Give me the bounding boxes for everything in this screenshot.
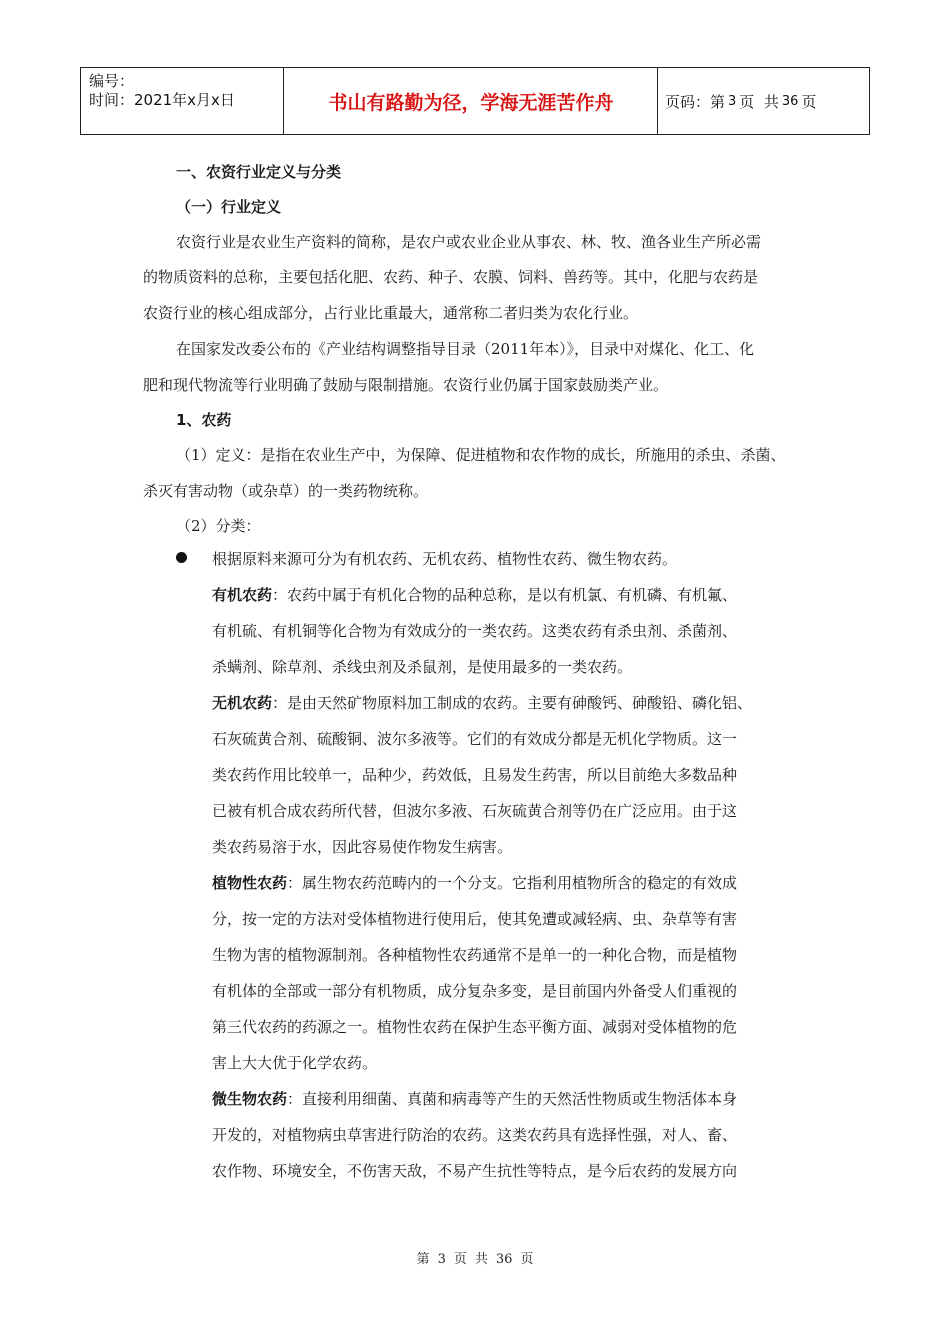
- document-time-label: 时间：2021年x月x日: [89, 91, 235, 109]
- botanical-pesticide-line: 害上大大优于化学农药。: [212, 1054, 378, 1072]
- paragraph-line: 农资行业是农业生产资料的简称，是农户或农业企业从事农、林、牧、渔各业生产所必需: [176, 233, 762, 251]
- organic-pesticide-term: 有机农药: [212, 586, 273, 604]
- bullet-text: 根据原料来源可分为有机农药、无机农药、植物性农药、微生物农药。: [212, 550, 678, 568]
- page-header: [80, 67, 870, 135]
- paragraph-line: 肥和现代物流等行业明确了鼓励与限制措施。农资行业仍属于国家鼓励类产业。: [143, 376, 669, 394]
- page-footer: [0, 1248, 950, 1267]
- footer-total-pages: 36: [495, 1252, 513, 1267]
- header-page-suffix: 页: [801, 92, 817, 111]
- classification-label: （2）分类：: [176, 517, 261, 535]
- botanical-pesticide-line: 分，按一定的方法对受体植物进行使用后，使其免遭或减轻病、虫、杂草等有害: [212, 910, 738, 928]
- botanical-pesticide-line: [212, 873, 737, 893]
- botanical-pesticide-term: 植物性农药: [212, 874, 288, 892]
- footer-word: 第: [416, 1252, 430, 1267]
- paragraph-line: 在国家发改委公布的《产业结构调整指导目录（2011年本）》，目录中对煤化、化工、化: [176, 340, 755, 358]
- inorganic-pesticide-line: 已被有机合成农药所代替，但波尔多液、石灰硫黄合剂等仍在广泛应用。由于这: [212, 802, 738, 820]
- inorganic-pesticide-line: 石灰硫黄合剂、硫酸铜、波尔多液等。它们的有效成分都是无机化学物质。这一: [212, 730, 738, 748]
- inorganic-pesticide-line: 类农药作用比较单一，品种少，药效低，且易发生药害，所以目前绝大多数品种: [212, 766, 738, 784]
- item-title-pesticide: 1、农药: [176, 411, 232, 429]
- paragraph-line: 的物质资料的总称，主要包括化肥、农药、种子、农膜、饲料、兽药等。其中，化肥与农药是: [143, 268, 759, 286]
- definition-line: 杀灭有害动物（或杂草）的一类药物统称。: [143, 482, 429, 500]
- subsection-title: （一）行业定义: [176, 198, 282, 216]
- microbial-pesticide-line: 开发的，对植物病虫草害进行防治的农药。这类农药具有选择性强，对人、畜、: [212, 1126, 738, 1144]
- microbial-pesticide-line: [212, 1089, 737, 1109]
- header-page-info: [665, 68, 816, 134]
- microbial-pesticide-text: ：直接利用细菌、真菌和病毒等产生的天然活性物质或生物活体本身: [287, 1090, 738, 1108]
- document-number-label: 编号：: [89, 72, 135, 90]
- organic-pesticide-text: ：农药中属于有机化合物的品种总称，是以有机氯、有机磷、有机氟、: [272, 586, 738, 604]
- inorganic-pesticide-line: 类农药易溶于水，因此容易使作物发生病害。: [212, 838, 513, 856]
- footer-word: 共: [474, 1252, 488, 1267]
- footer-word: 页: [453, 1252, 467, 1267]
- header-page-prefix: 页码：第: [665, 92, 726, 111]
- header-meta: [89, 72, 235, 110]
- header-motto: 书山有路勤为径，学海无涯苦作舟: [328, 91, 614, 114]
- botanical-pesticide-text: ：属生物农药范畴内的一个分支。它指利用植物所含的稳定的有效成: [287, 874, 738, 892]
- section-title: 一、农资行业定义与分类: [176, 163, 342, 181]
- organic-pesticide-line: 杀螨剂、除草剂、杀线虫剂及杀鼠剂，是使用最多的一类农药。: [212, 658, 633, 676]
- footer-current-page: 3: [437, 1252, 446, 1267]
- definition-line: （1）定义：是指在农业生产中，为保障、促进植物和农作物的成长，所施用的杀虫、杀菌、: [176, 446, 786, 464]
- organic-pesticide-line: [212, 585, 737, 605]
- paragraph-line: 农资行业的核心组成部分，占行业比重最大，通常称二者归类为农化行业。: [143, 304, 639, 322]
- inorganic-pesticide-term: 无机农药: [212, 694, 273, 712]
- microbial-pesticide-term: 微生物农药: [212, 1090, 288, 1108]
- inorganic-pesticide-text: ：是由天然矿物原料加工制成的农药。主要有砷酸钙、砷酸铅、磷化铝、: [272, 694, 753, 712]
- organic-pesticide-line: 有机硫、有机铜等化合物为有效成分的一类农药。这类农药有杀虫剂、杀菌剂、: [212, 622, 738, 640]
- footer-word: 页: [520, 1252, 534, 1267]
- inorganic-pesticide-line: [212, 693, 752, 713]
- header-divider: [283, 68, 284, 134]
- botanical-pesticide-line: 有机体的全部或一部分有机物质，成分复杂多变，是目前国内外备受人们重视的: [212, 982, 738, 1000]
- header-page-mid: 页 共: [739, 92, 779, 111]
- botanical-pesticide-line: 第三代农药的药源之一。植物性农药在保护生态平衡方面、减弱对受体植物的危: [212, 1018, 738, 1036]
- header-page-total: 36: [781, 93, 799, 109]
- botanical-pesticide-line: 生物为害的植物源制剂。各种植物性农药通常不是单一的一种化合物，而是植物: [212, 946, 738, 964]
- bullet-icon: [176, 552, 187, 563]
- header-page-current: 3: [728, 93, 737, 109]
- header-divider: [657, 68, 658, 134]
- microbial-pesticide-line: 农作物、环境安全，不伤害天敌，不易产生抗性等特点，是今后农药的发展方向: [212, 1162, 738, 1180]
